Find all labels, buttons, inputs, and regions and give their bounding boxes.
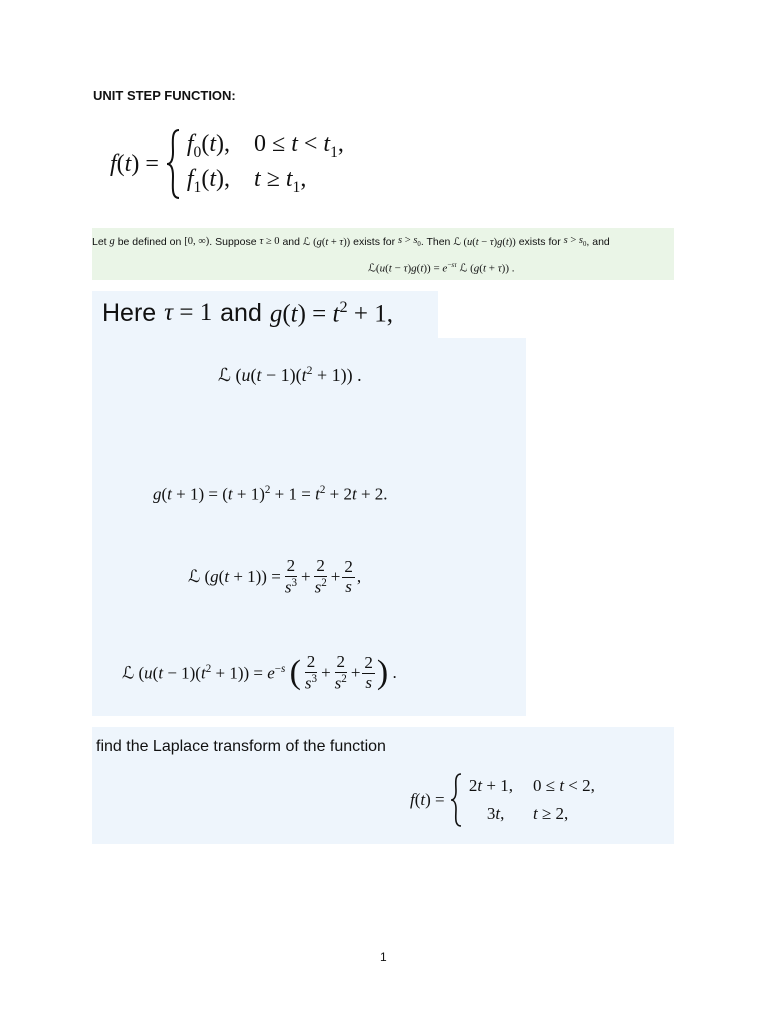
page-heading: UNIT STEP FUNCTION: [93,88,236,103]
task-piecewise: f(t) = 2t + 1, 0 ≤ t < 2, 3t, t ≥ 2, [410,772,595,828]
page-number: 1 [380,950,387,964]
g-shift-equation: $g(t + 1) = (t + 1)^2 + 1 = t^2 + 2t + 2$. [153,484,388,504]
left-brace-icon [165,128,181,200]
here-statement: Here τ = 1 and $g(t) = t^2 + 1$, [102,298,393,328]
task-statement: find the Laplace transform of the function [96,738,386,755]
theorem-line-2: ℒ(u(t − $\tau)g(t)) = e^{-s\tau}$ ℒ (g(t + τ)) . [368,261,515,275]
left-brace-icon [449,772,463,828]
laplace-g-equation: ℒ (g(t + 1)) = $\frac{2}{s^3}$ + $\frac{2}{s^2}$ + $\frac{2}{s}$ , [188,556,362,597]
piecewise-definition: f(t) = $f_0(t)$, $0 \le t < t_1$, $f_1(t)$, $t \ge t_1$, [110,128,344,200]
final-result-equation: ℒ $(u(t - 1)(t^2 + 1)) = e^{-s}$ ( $\frac{2}{s^3}$ + $\frac{2}{s^2}$ + $\frac{2}{s}$ ) . [122,652,397,693]
laplace-target: ℒ $(u(t - 1)(t^2 + 1))$ . [218,364,362,385]
theorem-line-1: Let g be defined on [0, ∞) . Suppose τ ≥ 0 and ℒ (g(t + τ)) exists for $s > s_0$ . Then ℒ (u(t − τ)g(t)) exists for $s > s_0$ , and [92,235,610,249]
